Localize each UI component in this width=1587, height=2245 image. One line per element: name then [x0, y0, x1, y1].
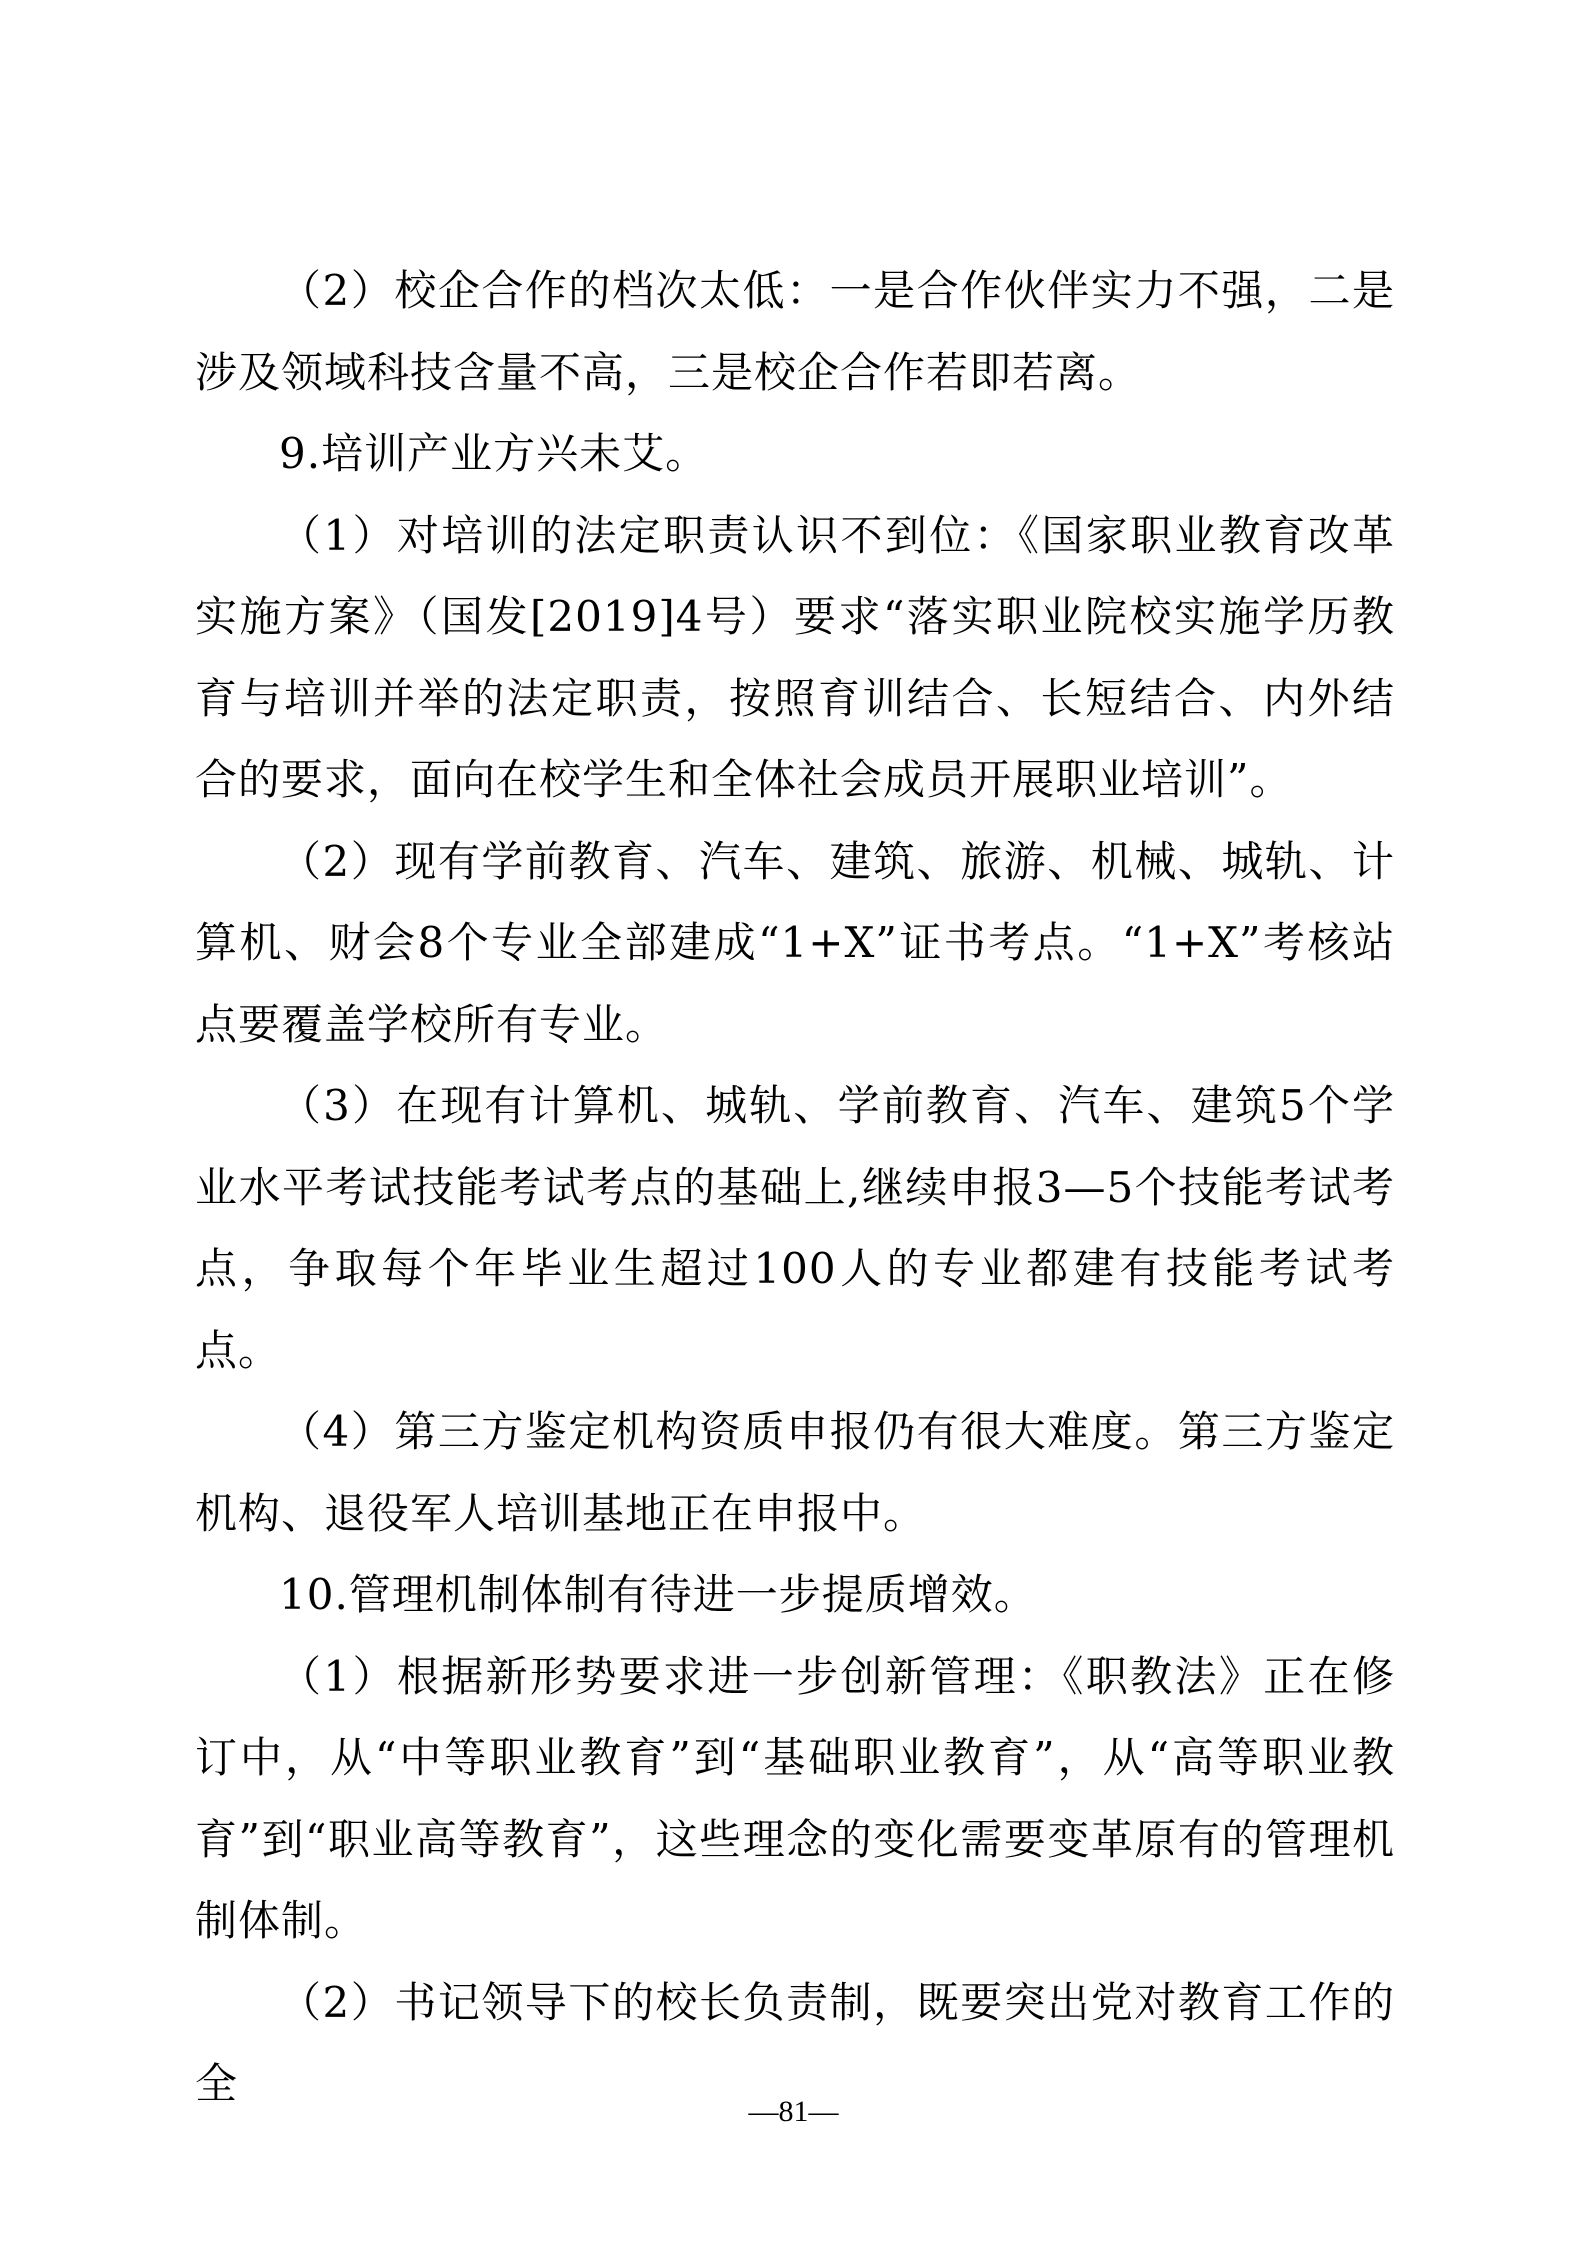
page-number: —81— — [748, 2095, 839, 2128]
paragraph-innovate-management: （1）根据新形势要求进一步创新管理：《职教法》正在修订中，从“中等职业教育”到“基础职业教育”，从“高等职业教育”到“职业高等教育”，这些理念的变化需要变革原有的管理机制体制。 — [195, 1651, 1395, 1945]
paragraph-training-duty: （1）对培训的法定职责认识不到位：《国家职业教育改革实施方案》（国发[2019]4号）要求“落实职业院校实施学历教育与培训并举的法定职责，按照育训结合、长短结合、内外结合的要求，面向在校学生和全体社会成员开展职业培训”。 — [195, 510, 1395, 804]
heading-management-mechanism: 10.管理机制体制有待进一步提质增效。 — [279, 1570, 1037, 1619]
paragraph-1x-certificate: （2）现有学前教育、汽车、建筑、旅游、机械、城轨、计算机、财会8个专业全部建成“1+X”证书考点。“1+X”考核站点要覆盖学校所有专业。 — [195, 836, 1395, 1049]
paragraph-principal-responsibility: （2）书记领导下的校长负责制，既要突出党对教育工作的全 — [195, 1977, 1395, 2108]
heading-training-industry: 9.培训产业方兴未艾。 — [279, 429, 709, 478]
document-body — [195, 250, 1395, 2125]
paragraph-skill-exam-sites: （3）在现有计算机、城轨、学前教育、汽车、建筑5个学业水平考试技能考试考点的基础上,继续申报3—5个技能考试考点，争取每个年毕业生超过100人的专业都建有技能考试考点。 — [195, 1081, 1395, 1375]
paragraph-third-party-appraisal: （4）第三方鉴定机构资质申报仍有很大难度。第三方鉴定机构、退役军人培训基地正在申报中。 — [195, 1407, 1395, 1538]
paragraph-school-enterprise-level: （2）校企合作的档次太低：一是合作伙伴实力不强，二是涉及领域科技含量不高，三是校企合作若即若离。 — [195, 266, 1395, 397]
